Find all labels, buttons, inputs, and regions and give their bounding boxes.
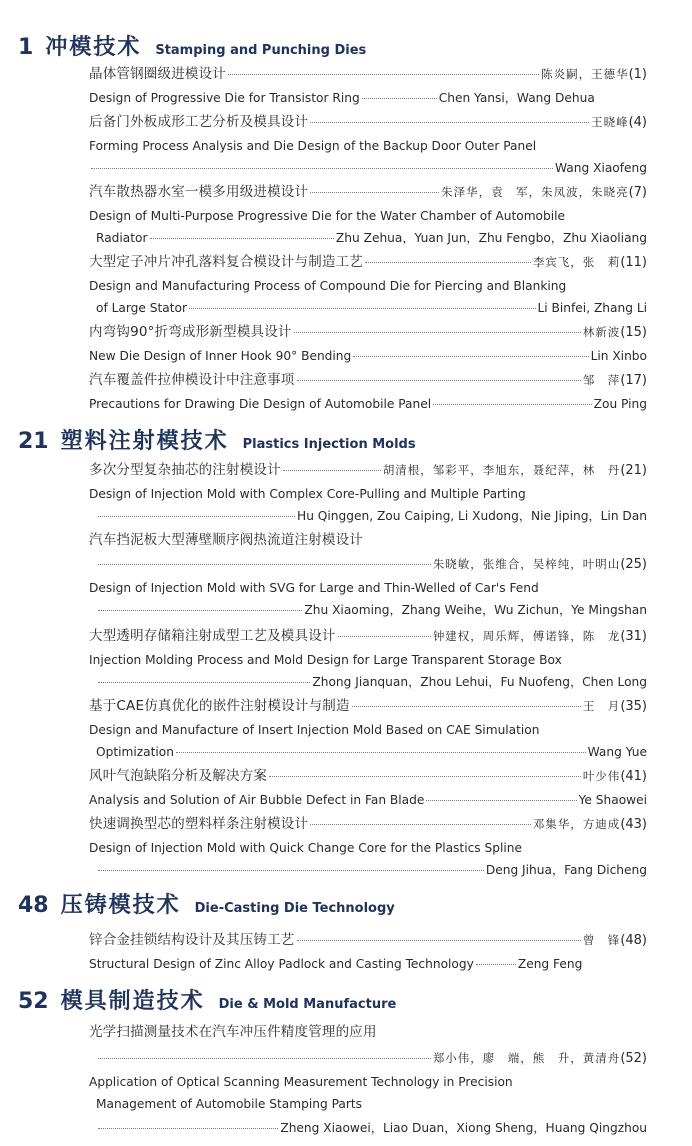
leader-dots bbox=[98, 610, 302, 611]
leader-dots bbox=[98, 1128, 278, 1129]
leader-dots bbox=[150, 238, 334, 239]
section-number: 1 bbox=[18, 35, 34, 60]
article-authors-zh: 郑小伟，廖 端，熊 升，黄清舟 (52) bbox=[96, 1048, 647, 1068]
page-number: (11) bbox=[620, 255, 647, 270]
page-number: (35) bbox=[620, 699, 647, 714]
section-number: 21 bbox=[18, 429, 49, 454]
page-number: (48) bbox=[620, 933, 647, 948]
section-title-zh: 压铸模技术 bbox=[60, 893, 181, 918]
section-title-zh: 冲模技术 bbox=[45, 35, 142, 60]
leader-dots bbox=[433, 404, 592, 405]
leader-dots bbox=[362, 98, 437, 99]
article-authors-en: Zhong Jianquan，Zhou Lehui，Fu Nuofeng，Chen Long bbox=[96, 672, 647, 692]
leader-dots bbox=[176, 752, 586, 753]
page-number: (1) bbox=[628, 67, 647, 82]
page-number: (25) bbox=[620, 557, 647, 572]
article-title-zh: 大型透明存储箱注射成型工艺及模具设计 钟建权，周乐辉，傅诺锋，陈 龙 (31) bbox=[89, 626, 647, 646]
leader-dots bbox=[310, 122, 589, 123]
article-title-en: Design of Injection Mold with Quick Change Core for the Plastics Spline bbox=[89, 841, 522, 855]
article-title-en-cont: Radiator Zhu Zehua，Yuan Jun，Zhu Fengbo，Zhu Xiaoliang bbox=[96, 231, 647, 245]
article-title-zh: 光学扫描测量技术在汽车冲压件精度管理的应用 bbox=[89, 1024, 377, 1040]
leader-dots bbox=[310, 824, 531, 825]
leader-dots bbox=[338, 636, 431, 637]
leader-dots bbox=[297, 380, 581, 381]
leader-dots bbox=[476, 964, 516, 965]
leader-dots bbox=[365, 262, 531, 263]
page-number: (43) bbox=[620, 817, 647, 832]
leader-dots bbox=[98, 870, 484, 871]
page-number: (21) bbox=[620, 463, 647, 478]
article-title-zh: 汽车挡泥板大型薄壁顺序阀热流道注射模设计 bbox=[89, 532, 363, 548]
article-title-en-cont: of Large Stator Li Binfei, Zhang Li bbox=[96, 301, 647, 315]
page-number: (15) bbox=[620, 325, 647, 340]
article-authors-en: Zheng Xiaowei，Liao Duan，Xiong Sheng，Huang Qingzhou bbox=[96, 1118, 647, 1138]
leader-dots bbox=[297, 940, 581, 941]
article-title-en: Injection Molding Process and Mold Design for Large Transparent Storage Box bbox=[89, 653, 562, 667]
section-heading bbox=[18, 984, 682, 1014]
article-title-zh: 内弯钩90°折弯成形新型模具设计 林新波 (15) bbox=[89, 322, 647, 342]
page-number: (4) bbox=[628, 115, 647, 130]
article-title-en-cont: Management of Automobile Stamping Parts bbox=[96, 1097, 363, 1111]
article-title-zh: 锌合金挂锁结构设计及其压铸工艺 曾 锋 (48) bbox=[89, 930, 647, 950]
article-title-en: Forming Process Analysis and Die Design of the Backup Door Outer Panel bbox=[89, 139, 537, 153]
leader-dots bbox=[426, 800, 576, 801]
article-title-en: Design of Injection Mold with SVG for Large and Thin-Welled of Car's Fend bbox=[89, 581, 539, 595]
article-title-en: Structural Design of Zinc Alloy Padlock and Casting Technology Zeng Feng bbox=[89, 957, 583, 971]
article-authors-zh: 朱晓敏，张维合，吴梓纯，叶明山 (25) bbox=[96, 554, 647, 574]
section-heading bbox=[18, 30, 682, 60]
article-authors-en: Zhu Xiaoming，Zhang Weihe，Wu Zichun，Ye Mingshan bbox=[96, 600, 647, 620]
section-title-en: Die-Casting Die Technology bbox=[194, 901, 395, 916]
article-title-en-cont: Optimization Wang Yue bbox=[96, 745, 647, 759]
article-title-zh: 风叶气泡缺陷分析及解决方案 叶少伟 (41) bbox=[89, 766, 647, 786]
leader-dots bbox=[228, 74, 539, 75]
leader-dots bbox=[98, 1058, 431, 1059]
article-title-en: New Die Design of Inner Hook 90° Bending Lin Xinbo bbox=[89, 349, 647, 363]
article-title-en: Design of Multi-Purpose Progressive Die for the Water Chamber of Automobile bbox=[89, 209, 566, 223]
section-title-zh: 模具制造技术 bbox=[60, 989, 205, 1014]
article-title-zh: 基于CAE仿真优化的嵌件注射模设计与制造 王 月 (35) bbox=[89, 696, 647, 716]
section-title-en: Plastics Injection Molds bbox=[242, 437, 416, 452]
leader-dots bbox=[269, 776, 581, 777]
article-title-zh: 汽车散热器水室一模多用级进模设计 朱泽华，袁 军，朱凤波，朱晓亮 (7) bbox=[89, 182, 647, 202]
article-authors-en: Hu Qinggen, Zou Caiping, Li Xudong，Nie Jiping，Lin Dan bbox=[96, 506, 647, 526]
leader-dots bbox=[98, 682, 310, 683]
article-authors-en: Deng Jihua，Fang Dicheng bbox=[96, 860, 647, 880]
section-title-en: Stamping and Punching Dies bbox=[155, 43, 367, 58]
leader-dots bbox=[98, 564, 431, 565]
article-title-en: Analysis and Solution of Air Bubble Defect in Fan Blade Ye Shaowei bbox=[89, 793, 647, 807]
article-title-zh: 汽车覆盖件拉伸模设计中注意事项 邹 萍 (17) bbox=[89, 370, 647, 390]
page-number: (52) bbox=[620, 1051, 647, 1066]
article-title-en: Design of Injection Mold with Complex Core-Pulling and Multiple Parting bbox=[89, 487, 526, 501]
section-number: 48 bbox=[18, 893, 49, 918]
leader-dots bbox=[353, 356, 588, 357]
leader-dots bbox=[310, 192, 439, 193]
section-number: 52 bbox=[18, 989, 49, 1014]
article-title-zh: 多次分型复杂抽芯的注射模设计 胡清根，邹彩平，李旭东，聂纪萍，林 丹 (21) bbox=[89, 460, 647, 480]
article-title-en: Precautions for Drawing Die Design of Automobile Panel Zou Ping bbox=[89, 397, 647, 411]
article-title-zh: 大型定子冲片冲孔落料复合模设计与制造工艺 李宾飞，张 莉 (11) bbox=[89, 252, 647, 272]
article-title-zh: 后备门外板成形工艺分析及模具设计 王晓峰 (4) bbox=[89, 112, 647, 132]
section-heading bbox=[18, 424, 682, 454]
leader-dots bbox=[98, 516, 295, 517]
article-title-zh: 晶体管钢圈级进模设计 陈炎嗣，王德华 (1) bbox=[89, 64, 647, 84]
leader-dots bbox=[189, 308, 535, 309]
section-title-en: Die & Mold Manufacture bbox=[218, 997, 397, 1012]
section-title-zh: 塑料注射模技术 bbox=[60, 429, 229, 454]
page-number: (7) bbox=[628, 185, 647, 200]
leader-dots bbox=[294, 332, 581, 333]
article-title-en: Design and Manufacturing Process of Compound Die for Piercing and Blanking bbox=[89, 279, 567, 293]
page-number: (41) bbox=[620, 769, 647, 784]
article-authors-en: Wang Xiaofeng bbox=[89, 158, 647, 178]
leader-dots bbox=[283, 470, 381, 471]
page-number: (17) bbox=[620, 373, 647, 388]
article-title-en: Application of Optical Scanning Measurement Technology in Precision bbox=[89, 1075, 513, 1089]
article-title-en: Design of Progressive Die for Transistor Ring Chen Yansi，Wang Dehua bbox=[89, 91, 595, 105]
leader-dots bbox=[352, 706, 581, 707]
section-heading bbox=[18, 888, 682, 918]
page-number: (31) bbox=[620, 629, 647, 644]
leader-dots bbox=[91, 168, 553, 169]
article-title-en: Design and Manufacture of Insert Injection Mold Based on CAE Simulation bbox=[89, 723, 540, 737]
article-title-zh: 快速调换型芯的塑料样条注射模设计 邓集华，方迪成 (43) bbox=[89, 814, 647, 834]
